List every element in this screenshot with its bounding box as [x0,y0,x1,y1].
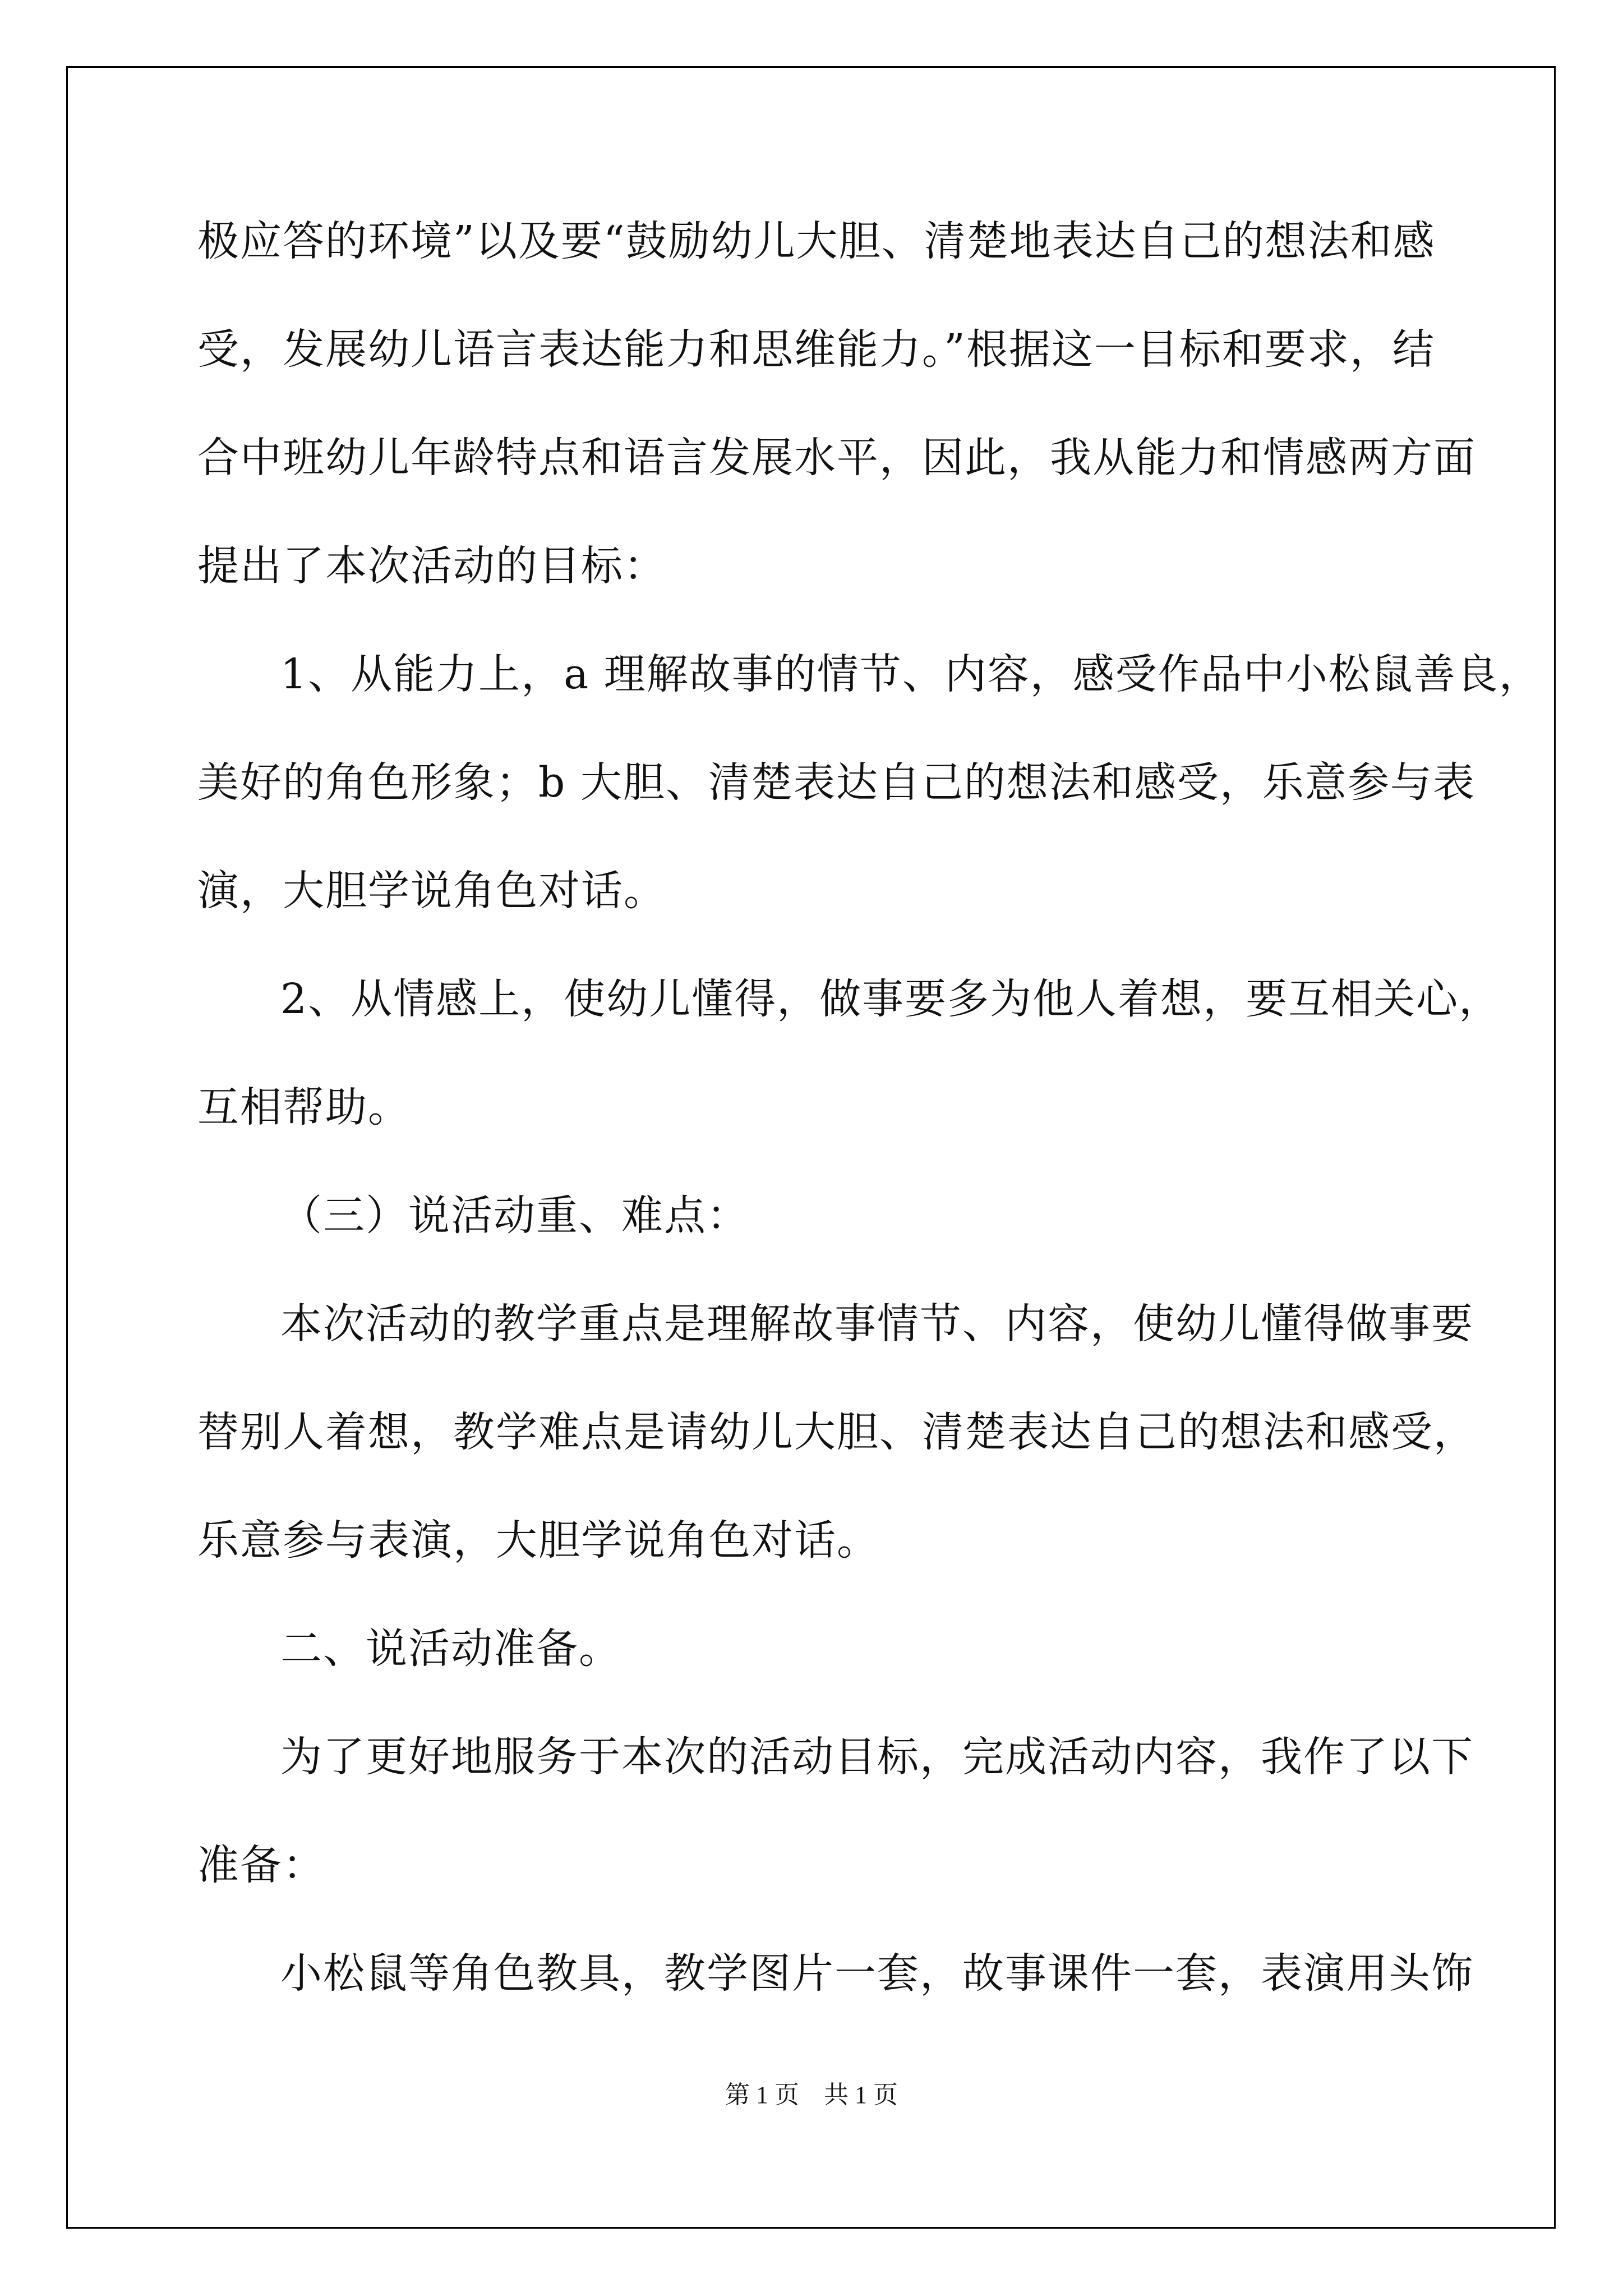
text-line-12: 替别人着想，教学难点是请幼儿大胆、清楚表达自己的想法和感受， [197,1408,1476,1456]
text-line-5: 1、从能力上，a 理解故事的情节、内容，感受作品中小松鼠善良， [280,650,1542,698]
text-line-6: 美好的角色形象；b 大胆、清楚表达自己的想法和感受，乐意参与表 [197,758,1476,807]
text-line-8: 2、从情感上，使幼儿懂得，做事要多为他人着想，要互相关心， [280,975,1502,1023]
text-line-15: 为了更好地服务于本次的活动目标，完成活动内容，我作了以下 [280,1733,1474,1781]
text-line-11: 本次活动的教学重点是理解故事情节、内容，使幼儿懂得做事要 [280,1300,1474,1348]
text-line-13: 乐意参与表演，大胆学说角色对话。 [197,1516,879,1565]
text-line-1: 极应答的环境”以及要“鼓励幼儿大胆、清楚地表达自己的想法和感 [197,217,1436,265]
document-body [197,213,1542,2054]
text-line-3: 合中班幼儿年龄特点和语言发展水平，因此，我从能力和情感两方面 [197,434,1476,482]
text-line-2: 受，发展幼儿语言表达能力和思维能力。”根据这一目标和要求，结 [197,325,1435,374]
section-heading-2: 二、说活动准备。 [280,1625,621,1673]
text-line-9: 互相帮助。 [197,1083,411,1131]
section-heading-3: （三）说活动重、难点： [280,1191,749,1240]
text-line-7: 演，大胆学说角色对话。 [197,867,666,915]
text-line-17: 小松鼠等角色教具，教学图片一套，故事课件一套，表演用头饰 [280,1949,1474,1998]
page-footer: 第 1 页 共 1 页 [725,2081,898,2109]
text-line-4: 提出了本次活动的目标： [197,542,666,590]
text-line-16: 准备： [197,1841,325,1889]
